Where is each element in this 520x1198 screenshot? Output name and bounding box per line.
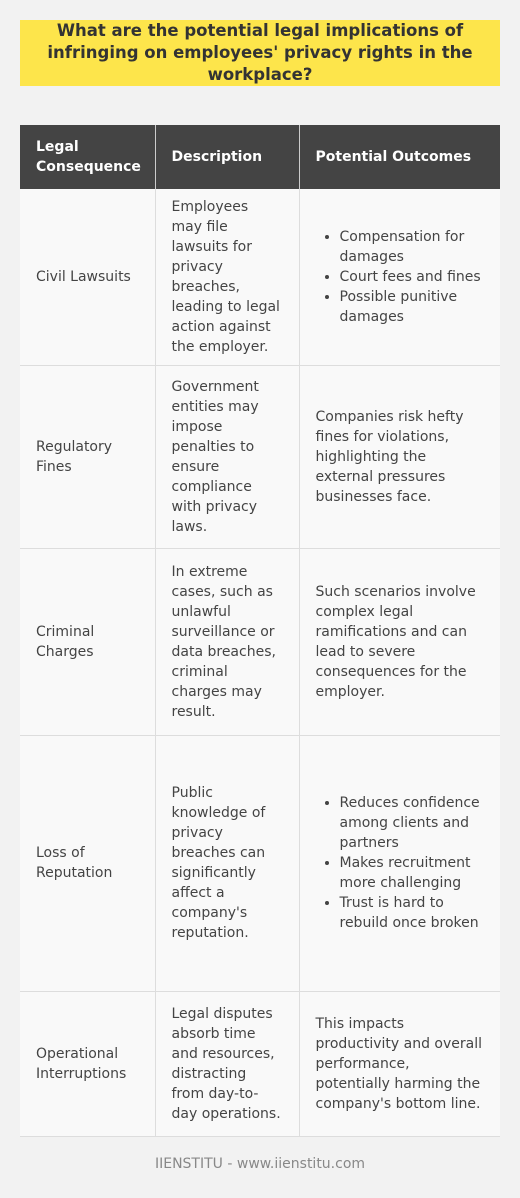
list-item: • Court fees and fines	[340, 267, 485, 287]
page-title: What are the potential legal implications of infringing on employees' privacy rights in the workplace?	[47, 21, 473, 84]
table-row	[20, 991, 500, 1136]
consequence-cell: Civil Lawsuits	[20, 189, 155, 365]
consequence-cell: Loss of Reputation	[20, 735, 155, 991]
outcomes-cell: This impacts productivity and overall performance, potentially harming the company's bottom line.	[299, 991, 500, 1136]
list-item: • Makes recruitment more challenging	[340, 853, 485, 893]
description-cell: Public knowledge of privacy breaches can significantly affect a company's reputation.	[155, 735, 299, 991]
header-potential-outcomes: Potential Outcomes	[299, 125, 500, 189]
consequence-cell: Criminal Charges	[20, 548, 155, 735]
table-row	[20, 365, 500, 548]
description-cell: Government entities may impose penalties to ensure compliance with privacy laws.	[155, 365, 299, 548]
outcomes-cell: Companies risk hefty fines for violations, highlighting the external pressures businesses face.	[299, 365, 500, 548]
outcomes-list	[316, 227, 485, 327]
list-item: • Compensation for damages	[340, 227, 485, 267]
description-cell: Legal disputes absorb time and resources, distracting from day-to-day operations.	[155, 991, 299, 1136]
table-row	[20, 548, 500, 735]
table-header-row	[20, 125, 500, 189]
outcomes-cell: Such scenarios involve complex legal ramifications and can lead to severe consequences for the employer.	[299, 548, 500, 735]
outcomes-cell	[299, 189, 500, 365]
title-banner	[20, 20, 500, 86]
header-description: Description	[155, 125, 299, 189]
description-cell: Employees may file lawsuits for privacy breaches, leading to legal action against the employer.	[155, 189, 299, 365]
legal-consequences-table	[20, 125, 500, 1137]
consequence-cell: Operational Interruptions	[20, 991, 155, 1136]
list-item: • Possible punitive damages	[340, 287, 485, 327]
list-item: • Trust is hard to rebuild once broken	[340, 893, 485, 933]
footer-credit: IIENSTITU - www.iienstitu.com	[154, 1156, 366, 1172]
table-row	[20, 189, 500, 365]
description-cell: In extreme cases, such as unlawful surveillance or data breaches, criminal charges may result.	[155, 548, 299, 735]
outcomes-list	[316, 793, 485, 933]
header-legal-consequence: Legal Consequence	[20, 125, 155, 189]
list-item: • Reduces confidence among clients and partners	[340, 793, 485, 853]
table-row	[20, 735, 500, 991]
consequence-cell: Regulatory Fines	[20, 365, 155, 548]
outcomes-cell	[299, 735, 500, 991]
